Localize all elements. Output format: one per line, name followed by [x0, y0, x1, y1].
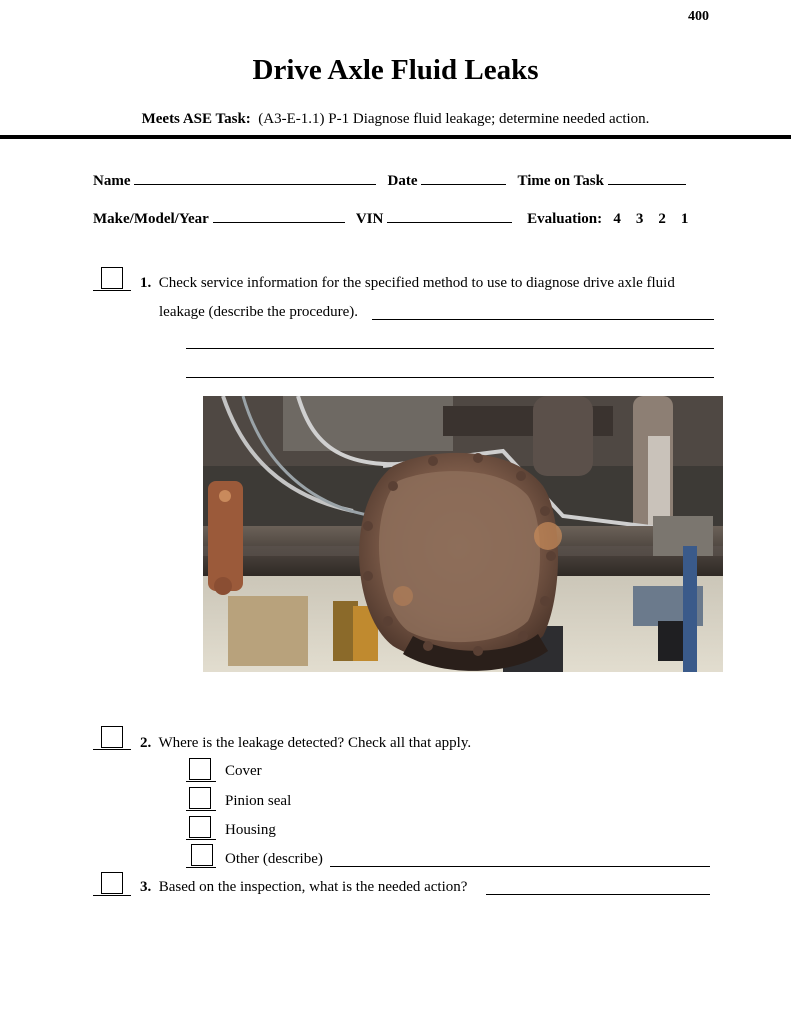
q1-answer-line-3[interactable] — [186, 377, 714, 378]
ase-task-label: Meets ASE Task: — [141, 111, 251, 127]
q2-number: 2. — [140, 735, 152, 751]
q1-check-line — [93, 290, 131, 291]
time-on-task-label: Time on Task — [517, 173, 604, 189]
q3-answer-line[interactable] — [486, 894, 710, 895]
date-label: Date — [387, 173, 418, 189]
q1-checkbox[interactable] — [101, 267, 123, 289]
evaluation-label: Evaluation: — [527, 211, 603, 227]
q1-answer-line-1[interactable] — [372, 319, 714, 320]
page-title: Drive Axle Fluid Leaks — [252, 54, 539, 86]
time-on-task-field[interactable] — [608, 170, 686, 185]
make-model-year-field[interactable] — [213, 208, 345, 223]
q2-check-line — [93, 749, 131, 750]
name-label: Name — [93, 173, 131, 189]
option-housing-line — [186, 839, 216, 840]
vin-label: VIN — [355, 211, 384, 227]
option-cover-line — [186, 781, 216, 782]
q1-line2: leakage (describe the procedure). — [159, 304, 359, 320]
q2-checkbox[interactable] — [101, 726, 123, 748]
vehicle-row — [93, 208, 688, 228]
option-other-line — [186, 867, 216, 868]
q2-text: Where is the leakage detected? Check all that apply. — [158, 735, 472, 751]
q1-text: Check service information for the specified method to use to diagnose drive axle fluid — [158, 275, 675, 291]
header-divider — [0, 135, 791, 139]
page-number: 400 — [688, 9, 709, 24]
ase-task-text: (A3-E-1.1) P-1 Diagnose fluid leakage; determine needed action. — [258, 111, 650, 127]
option-pinion-seal-label: Pinion seal — [225, 793, 292, 809]
option-other-checkbox[interactable] — [191, 844, 213, 866]
option-pinion-seal-line — [186, 810, 216, 811]
option-housing-checkbox[interactable] — [189, 816, 211, 838]
option-cover-label: Cover — [225, 763, 262, 779]
vin-field[interactable] — [387, 208, 512, 223]
make-model-year-label: Make/Model/Year — [93, 211, 209, 227]
q3-check-line — [93, 895, 131, 896]
q3-text: Based on the inspection, what is the needed action? — [158, 879, 468, 895]
option-other-answer-line[interactable] — [330, 866, 710, 867]
differential-photo — [203, 396, 723, 672]
q2-question — [140, 735, 471, 752]
option-pinion-seal-checkbox[interactable] — [189, 787, 211, 809]
date-field[interactable] — [421, 170, 506, 185]
q1-number: 1. — [140, 275, 152, 291]
q3-checkbox[interactable] — [101, 872, 123, 894]
q3-question — [140, 879, 467, 896]
q1-line1 — [140, 275, 675, 292]
option-other-label: Other (describe) — [225, 851, 323, 867]
option-cover-checkbox[interactable] — [189, 758, 211, 780]
name-field[interactable] — [134, 170, 376, 185]
q1-answer-line-2[interactable] — [186, 348, 714, 349]
evaluation-scores[interactable]: 4 3 2 1 — [613, 211, 689, 227]
option-housing-label: Housing — [225, 822, 276, 838]
name-row — [93, 170, 686, 190]
ase-task — [0, 111, 791, 128]
q3-number: 3. — [140, 879, 152, 895]
